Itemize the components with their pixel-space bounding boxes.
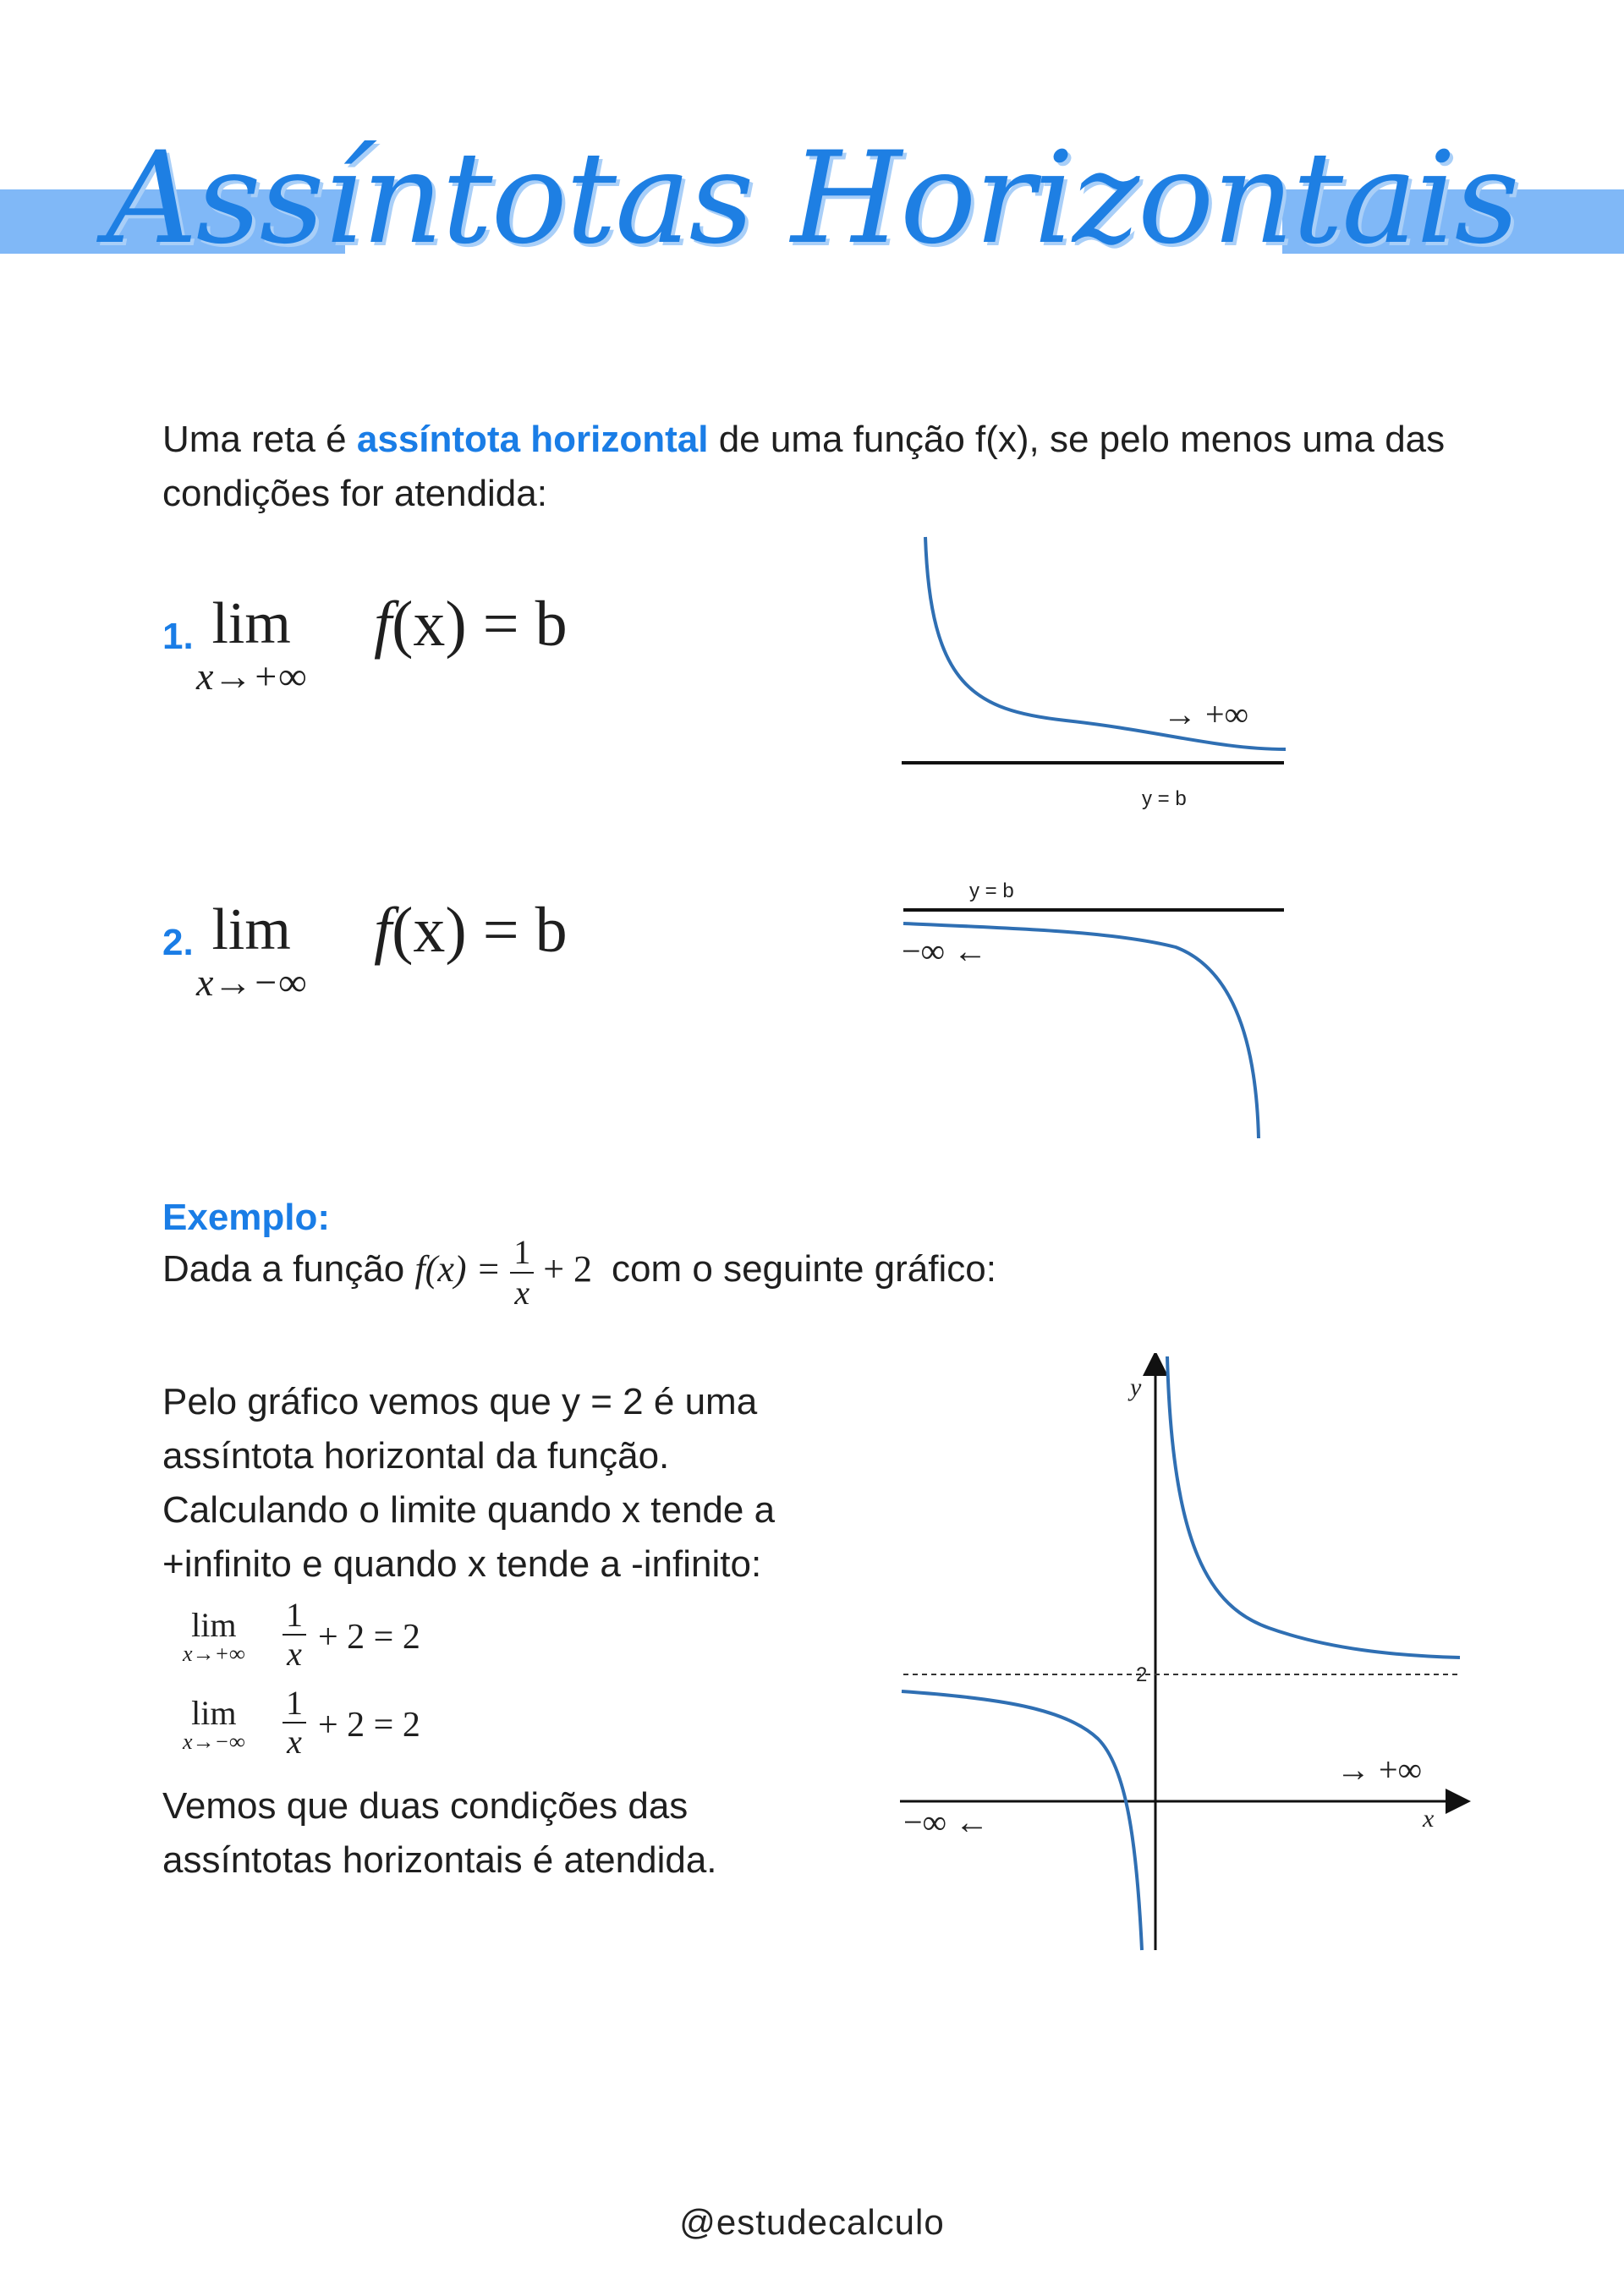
expr-f: f xyxy=(374,589,392,660)
graph-condition-2 xyxy=(897,871,1294,1142)
example-paragraph-2: Vemos que duas condições das assíntotas horizontais é atendida. xyxy=(162,1785,717,1881)
lim-word: lim xyxy=(191,1694,237,1732)
limit-operator xyxy=(196,592,306,697)
intro-highlight: assíntota horizontal xyxy=(356,419,709,460)
limit-expression xyxy=(374,589,568,660)
lim-word: lim xyxy=(211,591,291,656)
intro-text-1: Uma reta é xyxy=(162,419,357,460)
frac-denominator: x xyxy=(287,1635,302,1673)
condition-number: 2. xyxy=(162,922,194,963)
given-prefix: Dada a função xyxy=(162,1248,415,1290)
given-f: f(x) = xyxy=(414,1248,502,1290)
example-graph xyxy=(897,1353,1472,1954)
asymptote-label: 2 xyxy=(1136,1663,1148,1686)
expr-rest: (x) = b xyxy=(392,589,568,660)
example-heading: Exemplo: xyxy=(162,1197,331,1238)
limit-operator xyxy=(196,898,306,1003)
limit-operator xyxy=(183,1696,245,1754)
arrow-label: → +∞ xyxy=(1163,695,1249,733)
y-axis-label: y xyxy=(1130,1373,1142,1401)
graph-condition-1 xyxy=(897,533,1294,820)
example-paragraph-1: Pelo gráfico vemos que y = 2 é uma assíntota horizontal da função. Calculando o limite quando x tende a +infinito e quando x tende a -infinito: xyxy=(162,1381,776,1585)
given-fraction xyxy=(510,1233,534,1312)
frac-numerator: 1 xyxy=(283,1597,306,1636)
lim-subscript: x→+∞ xyxy=(183,1641,245,1666)
given-formula xyxy=(414,1233,601,1312)
intro-text-2: de uma função f(x), se pelo menos uma das condições for atendida: xyxy=(162,419,1446,514)
lim-word: lim xyxy=(191,1606,237,1644)
frac-denominator: x xyxy=(514,1274,530,1312)
limit-operator xyxy=(183,1608,245,1666)
limit-tail: + 2 = 2 xyxy=(318,1618,420,1657)
lim-word: lim xyxy=(211,897,291,962)
lim-subscript: x→−∞ xyxy=(183,1729,245,1754)
frac-numerator: 1 xyxy=(283,1685,306,1723)
curve-right-branch xyxy=(1167,1356,1460,1658)
frac-tail: + 2 xyxy=(543,1248,593,1290)
left-arrow-label: −∞ ← xyxy=(903,1803,990,1841)
right-arrow-label: → +∞ xyxy=(1336,1751,1423,1789)
condition-number: 1. xyxy=(162,616,194,657)
frac-denominator: x xyxy=(287,1723,302,1761)
arrow-label: −∞ ← xyxy=(902,932,988,970)
limit-tail: + 2 = 2 xyxy=(318,1706,420,1745)
footer-handle: @estudecalculo xyxy=(679,2202,945,2242)
lim-subscript: x→−∞ xyxy=(196,961,307,1004)
given-suffix: com o seguinte gráfico: xyxy=(612,1248,996,1290)
frac-numerator: 1 xyxy=(510,1233,534,1274)
example-given xyxy=(162,1233,996,1312)
intro-paragraph xyxy=(162,413,1482,521)
x-axis-label: x xyxy=(1423,1805,1435,1833)
line-label: y = b xyxy=(1142,787,1187,810)
expr-f: f xyxy=(374,895,392,966)
limit-fraction xyxy=(283,1597,306,1673)
lim-subscript: x→+∞ xyxy=(196,655,307,698)
limit-expression xyxy=(374,895,568,966)
limit-fraction xyxy=(283,1685,306,1761)
page-title: Assíntotas Horizontais xyxy=(106,125,1518,272)
expr-rest: (x) = b xyxy=(392,895,568,966)
line-label: y = b xyxy=(969,879,1014,902)
